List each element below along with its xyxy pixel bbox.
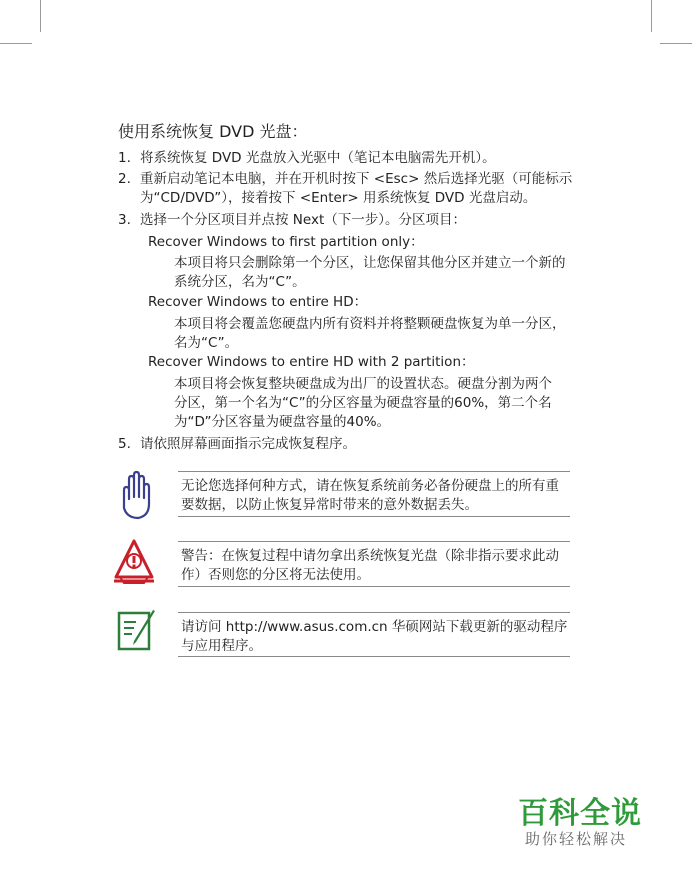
option-title: Recover Windows to entire HD with 2 partition： <box>148 354 475 370</box>
note-divider <box>178 471 570 472</box>
crop-mark <box>40 0 41 32</box>
section-heading: 使用系统恢复 DVD 光盘： <box>118 122 308 141</box>
option-title: Recover Windows to first partition only： <box>148 234 424 250</box>
note-text: 与应用程序。 <box>181 638 262 654</box>
crop-mark <box>0 43 32 44</box>
option-description: 系统分区，名为“C”。 <box>174 274 306 290</box>
note-text: 警告：在恢复过程中请勿拿出系统恢复光盘（除非指示要求此动 <box>181 548 559 564</box>
step-number: 5. <box>118 436 131 452</box>
warning-icon <box>112 537 156 585</box>
option-description: 分区，第一个名为“C”的分区容量为硬盘容量的60%，第二个名 <box>174 395 552 411</box>
notepad-icon <box>116 608 158 654</box>
option-description: 名为“C”。 <box>174 335 239 351</box>
step-text: 选择一个分区项目并点按 Next（下一步）。分区项目： <box>140 212 466 228</box>
crop-mark <box>651 0 652 32</box>
option-description: 为“D”分区容量为硬盘容量的40%。 <box>174 414 391 430</box>
note-text: 作）否则您的分区将无法使用。 <box>181 567 370 583</box>
option-description: 本项目将会覆盖您硬盘内所有资料并将整颗硬盘恢复为单一分区， <box>174 316 566 332</box>
crop-mark <box>660 43 692 44</box>
option-title: Recover Windows to entire HD： <box>148 294 368 310</box>
note-divider <box>178 516 570 517</box>
watermark-subtitle: 助你轻松解决 <box>525 830 628 848</box>
note-divider <box>178 612 570 613</box>
watermark-title: 百科全说 <box>518 796 642 831</box>
step-text: 将系统恢复 DVD 光盘放入光驱中（笔记本电脑需先开机）。 <box>140 150 496 166</box>
step-text: 为“CD/DVD”），接着按下 <Enter> 用系统恢复 DVD 光盘启动。 <box>140 190 537 206</box>
step-number: 2. <box>118 171 131 187</box>
step-number: 1. <box>118 150 131 166</box>
hand-icon <box>116 470 156 522</box>
step-text: 重新启动笔记本电脑，并在开机时按下 <Esc> 然后选择光驱（可能标示 <box>140 171 573 187</box>
note-text: 请访问 http://www.asus.com.cn 华硕网站下载更新的驱动程序 <box>181 619 568 635</box>
note-text: 要数据，以防止恢复异常时带来的意外数据丢失。 <box>181 497 478 513</box>
note-divider <box>178 656 570 657</box>
note-divider <box>178 586 570 587</box>
option-description: 本项目将会恢复整块硬盘成为出厂的设置状态。硬盘分割为两个 <box>174 376 552 392</box>
step-text: 请依照屏幕画面指示完成恢复程序。 <box>140 436 356 452</box>
step-number: 3. <box>118 212 131 228</box>
note-text: 无论您选择何种方式，请在恢复系统前务必备份硬盘上的所有重 <box>181 478 559 494</box>
note-divider <box>178 541 570 542</box>
option-description: 本项目将只会删除第一个分区，让您保留其他分区并建立一个新的 <box>174 255 566 271</box>
